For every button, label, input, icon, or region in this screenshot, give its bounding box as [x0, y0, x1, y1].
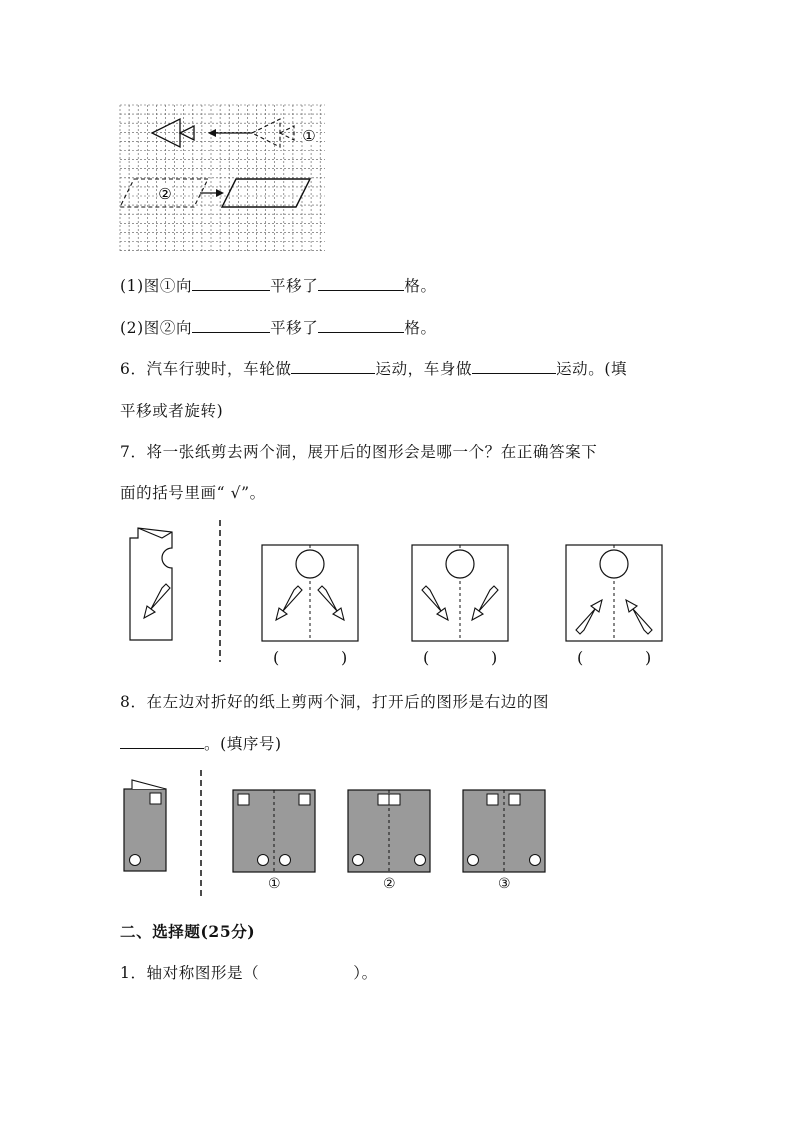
folded-paper-q8	[124, 780, 166, 871]
q7-line-1: 7．将一张纸剪去两个洞，展开后的图形会是哪一个？在正确答案下	[120, 443, 598, 461]
q8-figures	[120, 768, 560, 900]
triangle-solid-small	[180, 126, 194, 140]
q8-option-3	[463, 790, 545, 872]
q8-option-2	[348, 790, 430, 872]
answer-blank[interactable]	[291, 359, 375, 374]
q5-line-1: (1)图①向 平移了 格。	[120, 277, 437, 295]
q8-option-3-label: ③	[498, 876, 511, 892]
q8-option-1-label: ①	[268, 876, 281, 892]
q6-line-1: 6．汽车行驶时，车轮做 运动，车身做 运动。(填	[120, 360, 628, 378]
paren-b-right: )	[491, 648, 498, 667]
q7-line-2: 面的括号里画“ √”。	[120, 484, 266, 502]
figure-label-2: ②	[158, 185, 172, 203]
arrow-head-1	[208, 129, 216, 137]
q7-answer-b[interactable]	[434, 648, 488, 670]
paren-a-left: (	[273, 648, 280, 667]
paren-b-left: (	[423, 648, 430, 667]
q7-answer-a[interactable]	[284, 648, 338, 670]
q8-option-1	[233, 790, 315, 872]
parallelogram-solid	[222, 179, 310, 207]
answer-blank[interactable]	[192, 276, 270, 291]
section-2-heading: 二、选择题(25分)	[120, 922, 256, 941]
q6-line-2: 平移或者旋转)	[120, 402, 224, 420]
q7-answer-c[interactable]	[588, 648, 642, 670]
paren-c-left: (	[577, 648, 584, 667]
folded-paper-q7	[130, 528, 172, 640]
answer-blank[interactable]	[318, 318, 404, 333]
answer-blank[interactable]	[120, 734, 204, 749]
answer-blank[interactable]	[472, 359, 556, 374]
q8-line-2: 。(填序号)	[120, 732, 282, 754]
answer-blank[interactable]	[192, 318, 270, 333]
paren-a-right: )	[341, 648, 348, 667]
q8-option-2-label: ②	[383, 876, 396, 892]
q7-option-b	[412, 545, 508, 641]
triangle-dashed-small	[280, 126, 294, 140]
paren-c-right: )	[645, 648, 652, 667]
figure-label-1: ①	[302, 127, 316, 145]
q7-option-a	[262, 545, 358, 641]
q7-option-c	[566, 545, 662, 641]
answer-blank[interactable]	[318, 276, 404, 291]
q5-line-2: (2)图②向 平移了 格。	[120, 319, 437, 337]
q8-line-1: 8．在左边对折好的纸上剪两个洞，打开后的图形是右边的图	[120, 693, 550, 711]
translation-grid-figure	[120, 105, 325, 253]
section-2-q1: 1．轴对称图形是（ ）。	[120, 964, 378, 982]
